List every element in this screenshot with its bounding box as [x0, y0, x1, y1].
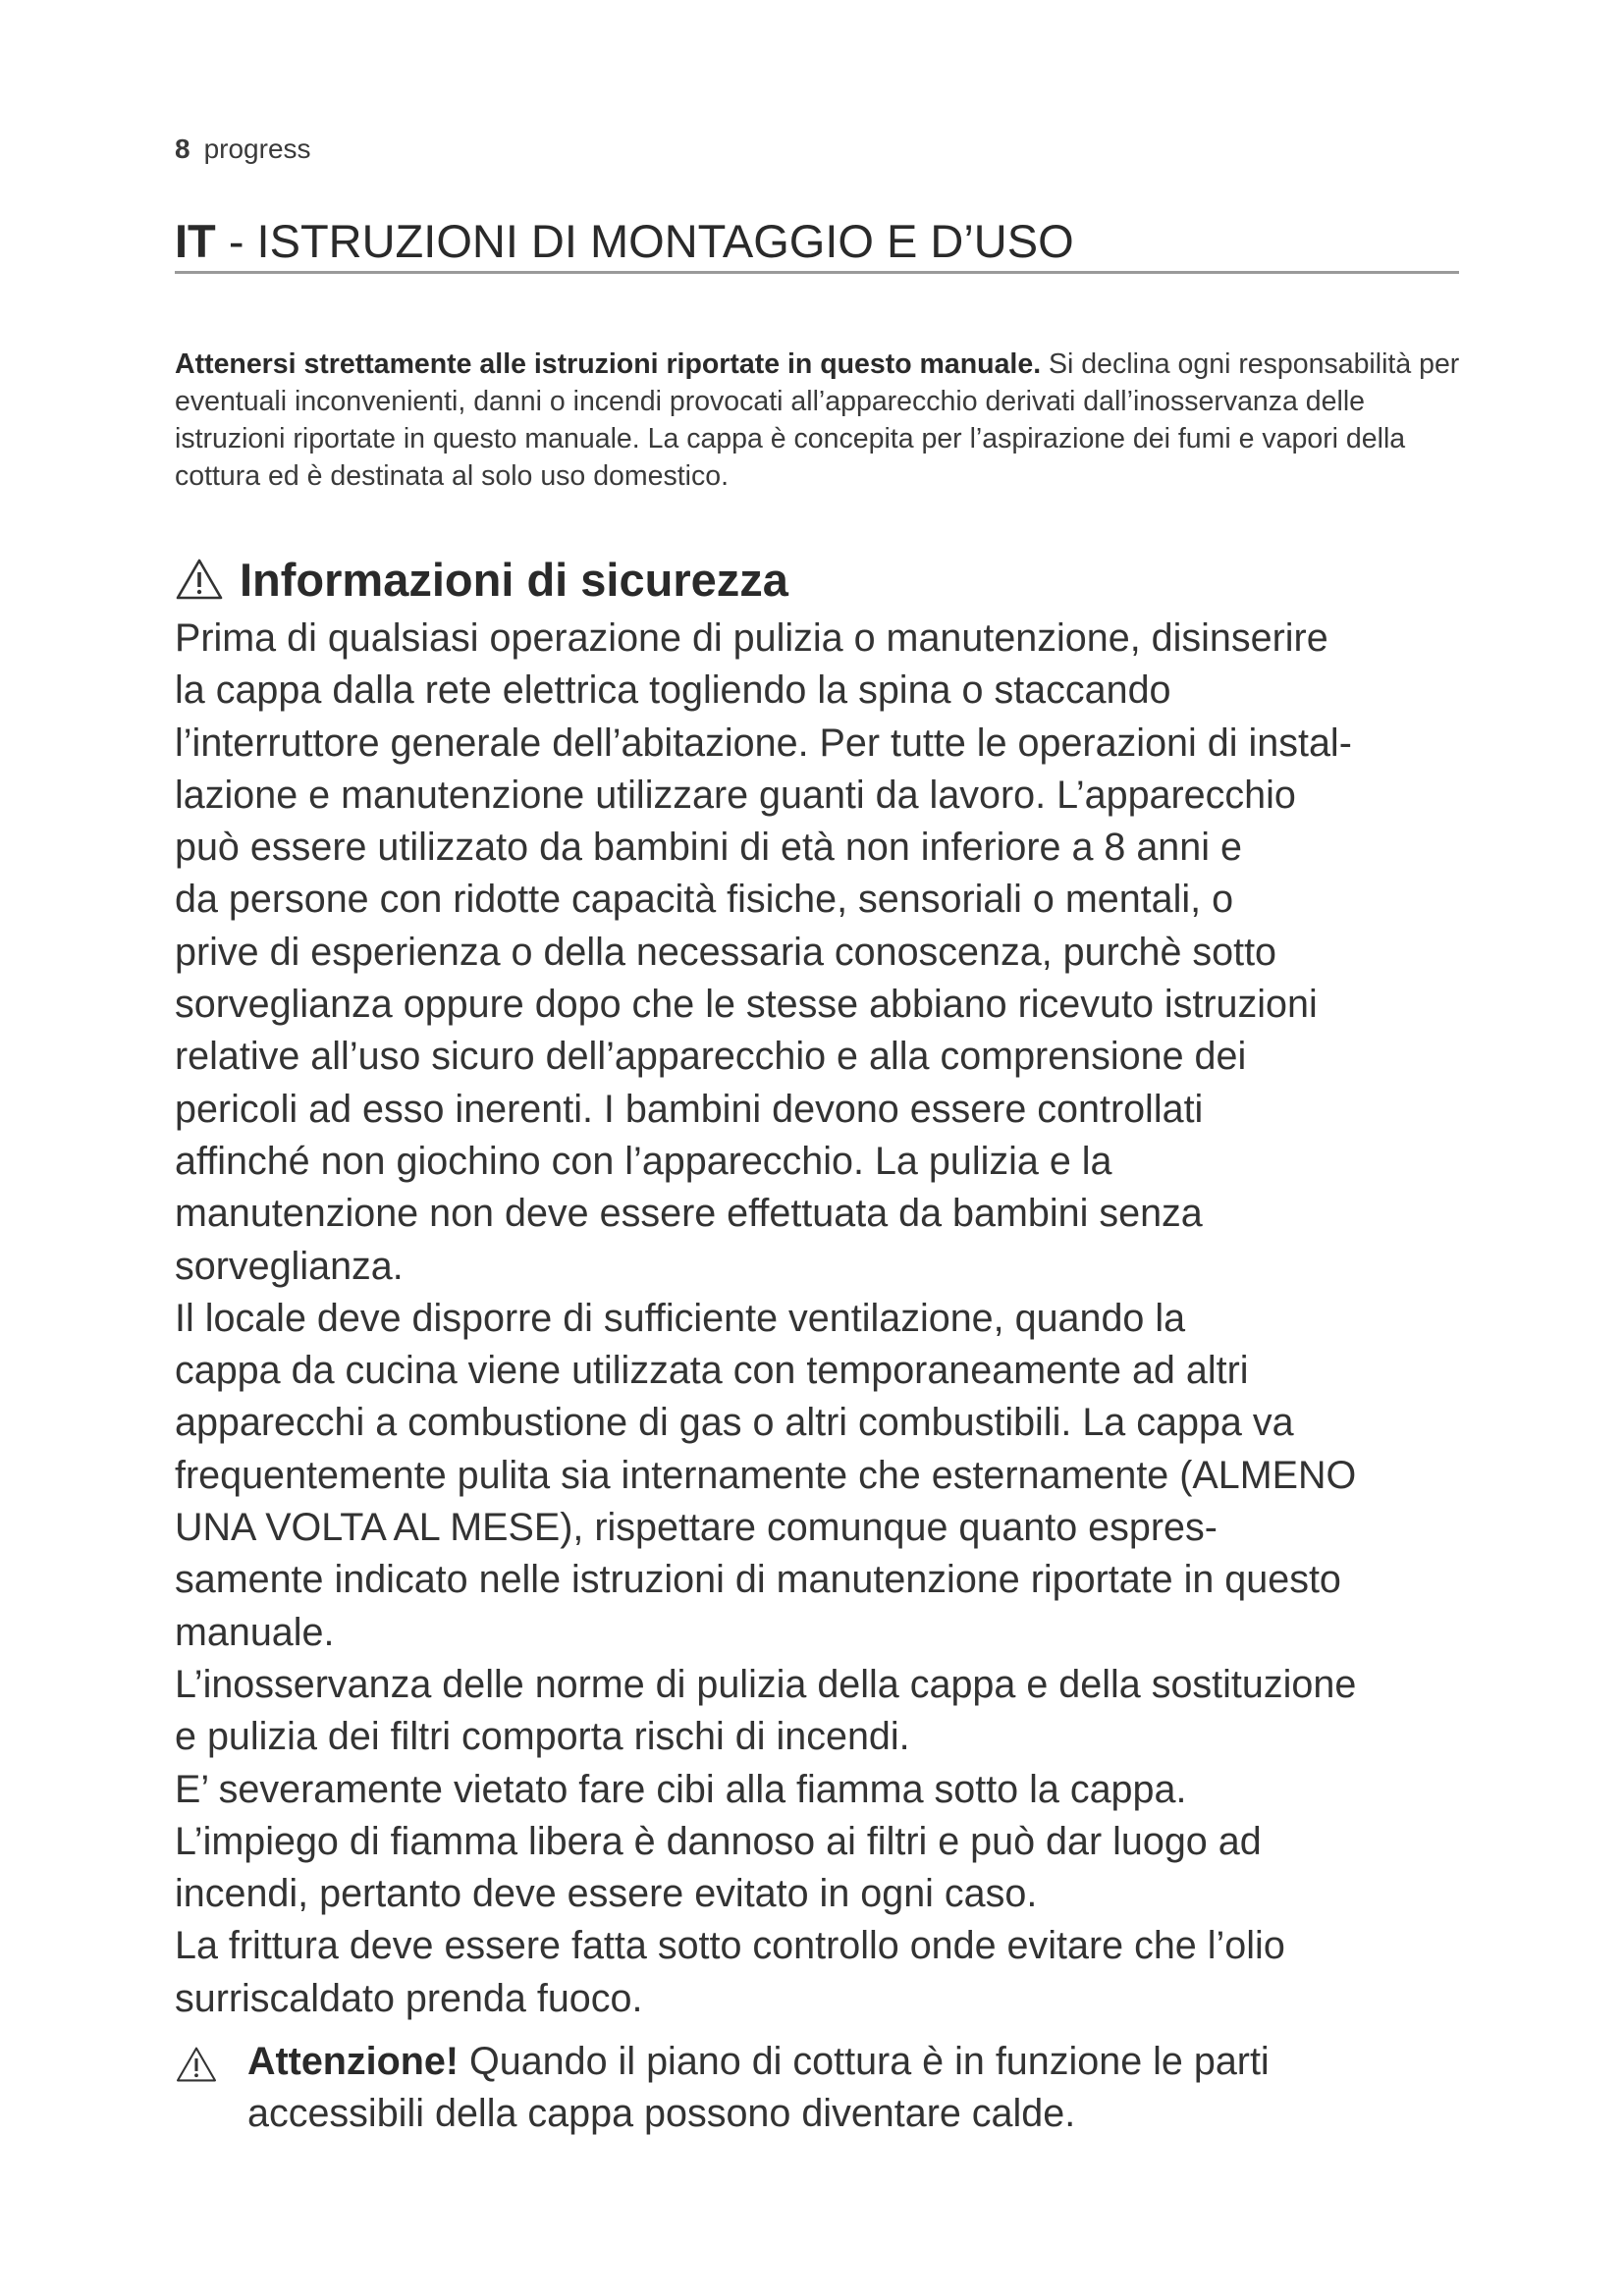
attention-text-line-1: Quando il piano di cottura è in funzione le parti	[459, 2040, 1270, 2083]
text-line: sorveglianza.	[175, 1244, 404, 1288]
text-line: da persone con ridotte capacità fisiche, sensoriali o mentali, o	[175, 878, 1234, 922]
intro-text: Si declina ogni responsabilità per eventuali inconvenienti, danni o incendi provocati all’apparecchio derivati dall’inosservanza delle istruzioni riportate in questo manuale. La cappa è concepita per l’aspirazione dei fumi e vapori della cottura ed è destinata al solo uso domestico.	[175, 348, 1460, 492]
text-line: sorveglianza oppure dopo che le stesse abbiano ricevuto istruzioni	[175, 983, 1318, 1027]
text-line: samente indicato nelle istruzioni di manutenzione riportate in questo	[175, 1558, 1341, 1602]
language-code: IT	[175, 215, 216, 267]
text-line: L’inosservanza delle norme di pulizia della cappa e della sostituzione	[175, 1662, 1357, 1706]
text-line: può essere utilizzato da bambini di età non inferiore a 8 anni e	[175, 826, 1242, 870]
text-line: relative all’uso sicuro dell’apparecchio e alla comprensione dei	[175, 1035, 1247, 1079]
intro-bold-text: Attenersi strettamente alle istruzioni riportate in questo manuale.	[175, 348, 1042, 380]
text-line: e pulizia dei filtri comporta rischi di incendi.	[175, 1715, 910, 1759]
text-line: frequentemente pulita sia internamente che esternamente (ALMENO	[175, 1453, 1357, 1497]
text-line: cappa da cucina viene utilizzata con temporaneamente ad altri	[175, 1349, 1249, 1393]
text-line: incendi, pertanto deve essere evitato in ogni caso.	[175, 1872, 1038, 1916]
section-title-text: - ISTRUZIONI DI MONTAGGIO E D’USO	[215, 215, 1074, 267]
text-line: L’impiego di fiamma libera è dannoso ai filtri e può dar luogo ad	[175, 1819, 1262, 1863]
text-line: lazione e manutenzione utilizzare guanti da lavoro. L’apparecchio	[175, 773, 1296, 817]
warning-triangle-icon	[175, 558, 224, 601]
brand-name: progress	[203, 133, 311, 164]
safety-heading	[175, 550, 788, 609]
text-line: Il locale deve disporre di sufficiente ventilazione, quando la	[175, 1296, 1186, 1340]
warning-triangle-icon	[175, 2036, 247, 2083]
text-line: pericoli ad esso inerenti. I bambini devono essere controllati	[175, 1087, 1204, 1131]
safety-body	[175, 613, 1481, 2025]
text-line: affinché non giochino con l’apparecchio. La pulizia e la	[175, 1139, 1112, 1183]
title-divider	[175, 271, 1459, 274]
attention-label: Attenzione!	[247, 2040, 460, 2083]
text-line: manutenzione non deve essere effettuata da bambini senza	[175, 1192, 1203, 1236]
page-header	[175, 133, 311, 165]
page-number: 8	[175, 133, 190, 164]
text-line: surriscaldato prenda fuoco.	[175, 1976, 643, 2020]
attention-note	[175, 2036, 1481, 2140]
safety-heading-text: Informazioni di sicurezza	[240, 553, 788, 606]
text-line: la cappa dalla rete elettrica togliendo la spina o staccando	[175, 668, 1171, 713]
text-line: prive di esperienza o della necessaria conoscenza, purchè sotto	[175, 930, 1277, 974]
text-line: Prima di qualsiasi operazione di pulizia o manutenzione, disinserire	[175, 616, 1328, 660]
text-line: E’ severamente vietato fare cibi alla fiamma sotto la cappa.	[175, 1767, 1187, 1811]
text-line: manuale.	[175, 1610, 335, 1654]
intro-paragraph	[175, 346, 1471, 495]
text-line: UNA VOLTA AL MESE), rispettare comunque quanto espres-	[175, 1506, 1218, 1550]
attention-text-line-2: accessibili della cappa possono diventare calde.	[247, 2092, 1076, 2135]
text-line: apparecchi a combustione di gas o altri combustibili. La cappa va	[175, 1401, 1294, 1445]
text-line: l’interruttore generale dell’abitazione. Per tutte le operazioni di instal-	[175, 721, 1352, 765]
section-title	[175, 214, 1459, 269]
text-line: La frittura deve essere fatta sotto controllo onde evitare che l’olio	[175, 1924, 1285, 1968]
